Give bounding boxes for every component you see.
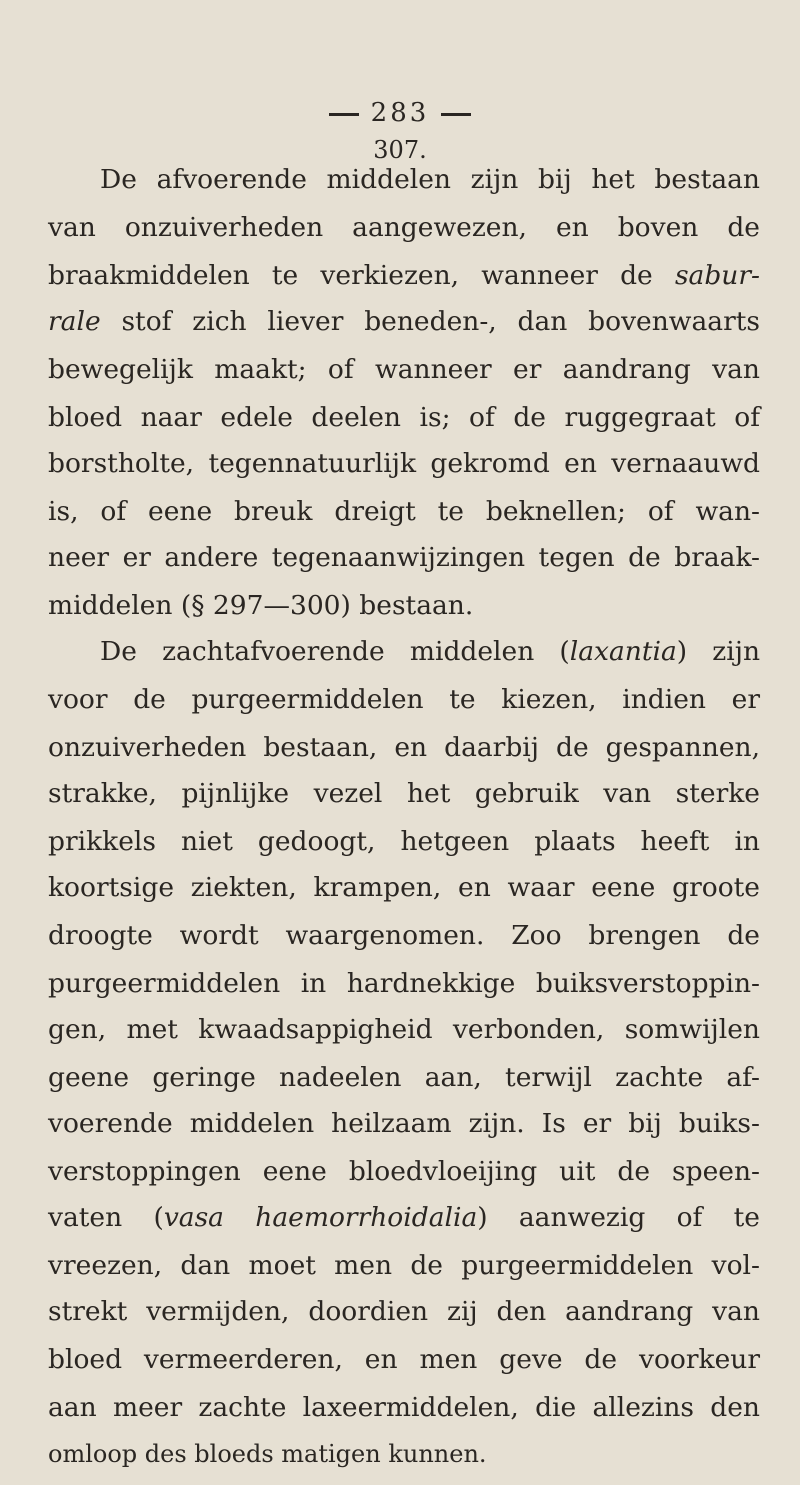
page-header (0, 98, 800, 128)
text-line: onzuiverheden bestaan, en daarbij de gespannen, (48, 732, 760, 763)
text-line: voor de purgeermiddelen te kiezen, indien er (48, 684, 760, 715)
text-line: geene geringe nadeelen aan, terwijl zachte af- (48, 1062, 760, 1093)
text-line: middelen (§ 297—300) bestaan. (48, 590, 474, 621)
text-line: van onzuiverheden aangewezen, en boven de (48, 212, 760, 243)
text-line: voerende middelen heilzaam zijn. Is er bij buiks- (48, 1108, 760, 1139)
text-line: koortsige ziekten, krampen, en waar eene groote (48, 872, 760, 903)
text-line: verstoppingen eene bloedvloeijing uit de speen- (48, 1156, 760, 1187)
text-line: bloed naar edele deelen is; of de ruggegraat of (48, 402, 760, 433)
text-line: De zachtafvoerende middelen (laxantia) zijn (100, 636, 761, 667)
page-number: 283 (370, 98, 430, 128)
text-line: gen, met kwaadsappigheid verbonden, somwijlen (48, 1014, 760, 1045)
text-line: is, of eene breuk dreigt te beknellen; of wan- (48, 496, 760, 527)
text-line: purgeermiddelen in hardnekkige buiksverstoppin- (48, 968, 760, 999)
text-line: droogte wordt waargenomen. Zoo brengen de (48, 920, 760, 951)
text-line: prikkels niet gedoogt, hetgeen plaats heeft in (48, 826, 760, 857)
text-line: De afvoerende middelen zijn bij het bestaan (100, 164, 760, 195)
header-dash-left (329, 113, 359, 116)
section-number-307: 307. (373, 136, 427, 164)
text-line: borstholte, tegennatuurlijk gekromd en vernaauwd (48, 448, 760, 479)
text-line: vaten (vasa haemorrhoidalia) aanwezig of te (48, 1202, 760, 1233)
header-dash-right (441, 113, 471, 116)
text-line: strekt vermijden, doordien zij den aandrang van (48, 1296, 760, 1327)
text-line: aan meer zachte laxeermiddelen, die allezins den (48, 1392, 760, 1423)
text-line: bloed vermeerderen, en men geve de voorkeur (48, 1344, 760, 1375)
text-line: neer er andere tegenaanwijzingen tegen de braak- (48, 542, 760, 573)
text-line: rale stof zich liever beneden-, dan bovenwaarts (48, 306, 760, 337)
text-line: vreezen, dan moet men de purgeermiddelen vol- (48, 1250, 760, 1281)
text-line: braakmiddelen te verkiezen, wanneer de sabur- (48, 260, 760, 291)
text-line: omloop des bloeds matigen kunnen. (48, 1440, 487, 1468)
text-line: strakke, pijnlijke vezel het gebruik van sterke (48, 778, 760, 809)
text-line: bewegelijk maakt; of wanneer er aandrang van (48, 354, 760, 385)
